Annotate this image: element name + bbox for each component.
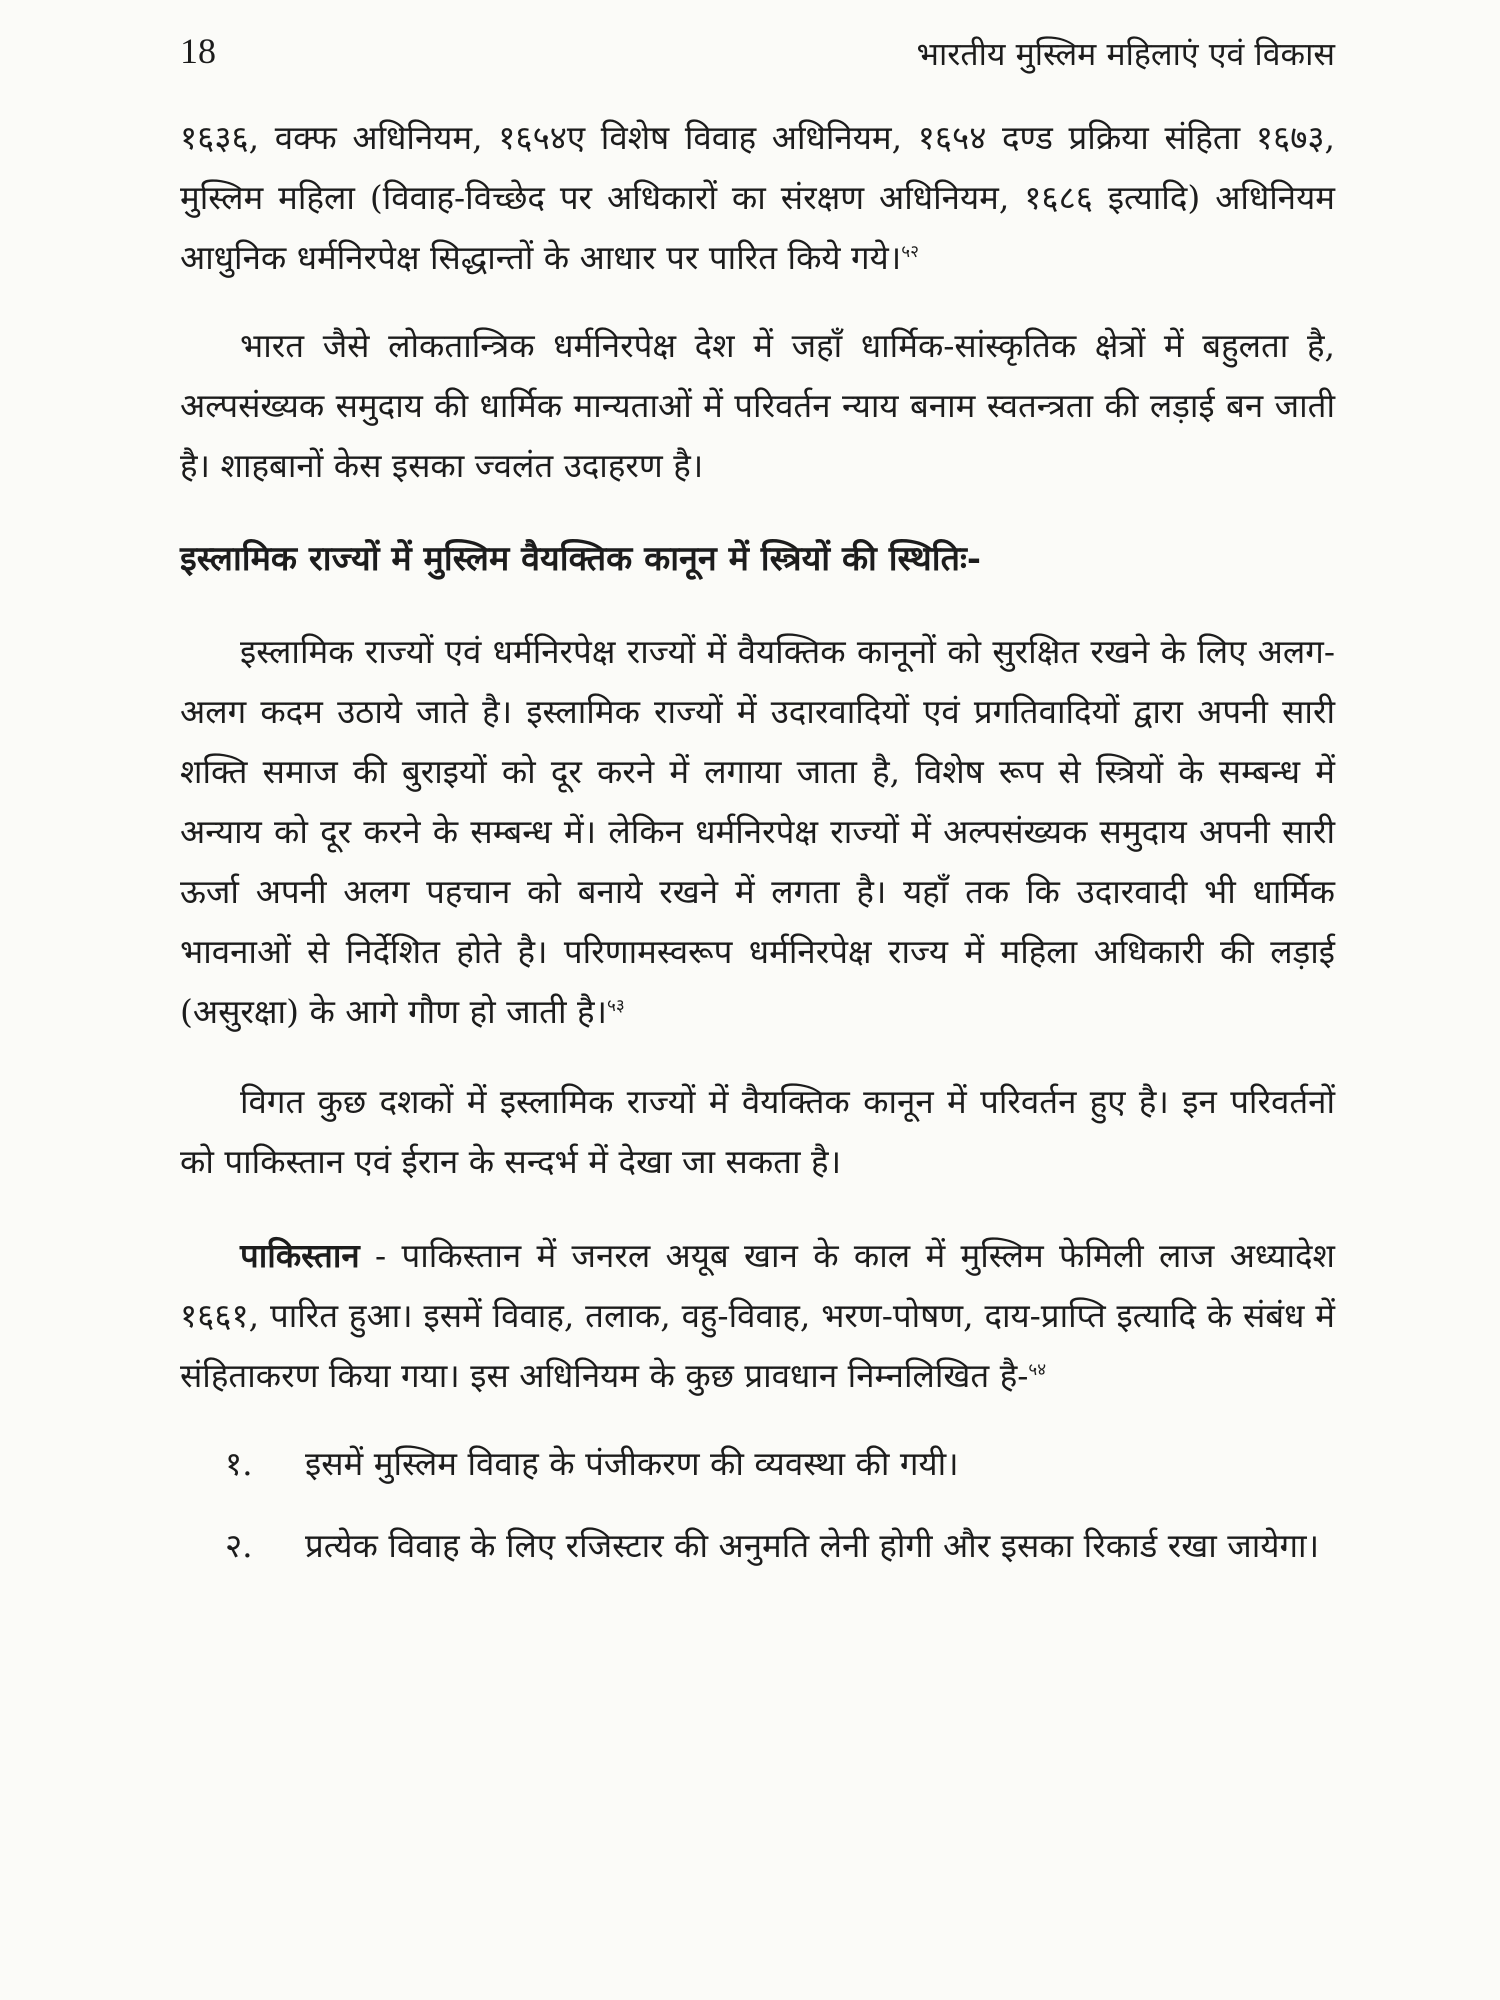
section-heading: इस्लामिक राज्यों में मुस्लिम वैयक्तिक कानून में स्त्रियों की स्थितिः- xyxy=(180,539,981,579)
provisions-list xyxy=(180,1434,1335,1576)
page-number: 18 xyxy=(180,31,216,71)
paragraph-2-text: भारत जैसे लोकतान्त्रिक धर्मनिरपेक्ष देश में जहाँ धार्मिक-सांस्कृतिक क्षेत्रों में बहुलता है, अल्पसंख्यक समुदाय की धार्मिक मान्यताओं में परिवर्तन न्याय बनाम स्वतन्त्रता की लड़ाई बन जाती है। शाहबानों केस इसका ज्वलंत उदाहरण है। xyxy=(180,326,1335,485)
footnote-ref-54: ५४ xyxy=(1028,1360,1047,1380)
list-item-number: १. xyxy=(225,1444,253,1483)
list-item xyxy=(180,1516,1335,1576)
paragraph-1 xyxy=(180,108,1335,288)
paragraph-4-text: विगत कुछ दशकों में इस्लामिक राज्यों में वैयक्तिक कानून में परिवर्तन हुए है। इन परिवर्तनों को पाकिस्तान एवं ईरान के सन्दर्भ में देखा जा सकता है। xyxy=(180,1082,1335,1181)
paragraph-1-text: १६३६, वक्फ अधिनियम, १६५४ए विशेष विवाह अधिनियम, १६५४ दण्ड प्रक्रिया संहिता १६७३, मुस्लिम महिला (विवाह-विच्छेद पर अधिकारों का संरक्षण अधिनियम, १६८६ इत्यादि) अधिनियम आधुनिक धर्मनिरपेक्ष सिद्धान्तों के आधार पर पारित किये गये। xyxy=(180,118,1335,277)
list-item-number: २. xyxy=(225,1526,253,1565)
list-item-text: प्रत्येक विवाह के लिए रजिस्टार की अनुमति लेनी होगी और इसका रिकार्ड रखा जायेगा। xyxy=(305,1526,1320,1565)
paragraph-5-lead: पाकिस्तान xyxy=(240,1236,360,1275)
list-item-text: इसमें मुस्लिम विवाह के पंजीकरण की व्यवस्था की गयी। xyxy=(305,1444,959,1483)
list-item xyxy=(180,1434,1335,1494)
page-body xyxy=(180,108,1335,1598)
running-title: भारतीय मुस्लिम महिलाएं एवं विकास xyxy=(916,35,1335,73)
paragraph-5 xyxy=(180,1226,1335,1406)
footnote-ref-53: ५३ xyxy=(607,996,625,1016)
footnote-ref-52: ५२ xyxy=(901,242,919,262)
paragraph-3-text: इस्लामिक राज्यों एवं धर्मनिरपेक्ष राज्यों में वैयक्तिक कानूनों को सुरक्षित रखने के लिए अलग-अलग कदम उठाये जाते है। इस्लामिक राज्यों में उदारवादियों एवं प्रगतिवादियों द्वारा अपनी सारी शक्ति समाज की बुराइयों को दूर करने में लगाया जाता है, विशेष रूप से स्त्रियों के सम्बन्ध में अन्याय को दूर करने के सम्बन्ध में। लेकिन धर्मनिरपेक्ष राज्यों में अल्पसंख्यक समुदाय अपनी सारी ऊर्जा अपनी अलग पहचान को बनाये रखने में लगता है। यहाँ तक कि उदारवादी भी धार्मिक भावनाओं से निर्देशित होते है। परिणामस्वरूप धर्मनिरपेक्ष राज्य में महिला अधिकारी की लड़ाई (असुरक्षा) के आगे गौण हो जाती है। xyxy=(180,632,1335,1031)
page-header xyxy=(180,30,1335,80)
paragraph-2 xyxy=(180,316,1335,496)
paragraph-3 xyxy=(180,622,1335,1042)
paragraph-5-text: - पाकिस्तान में जनरल अयूब खान के काल में मुस्लिम फेमिली लाज अध्यादेश १६६१, पारित हुआ। इसमें विवाह, तलाक, वहु-विवाह, भरण-पोषण, दाय-प्राप्ति इत्यादि के संबंध में संहिताकरण किया गया। इस अधिनियम के कुछ प्रावधान निम्नलिखित है- xyxy=(180,1236,1335,1395)
paragraph-4 xyxy=(180,1072,1335,1192)
